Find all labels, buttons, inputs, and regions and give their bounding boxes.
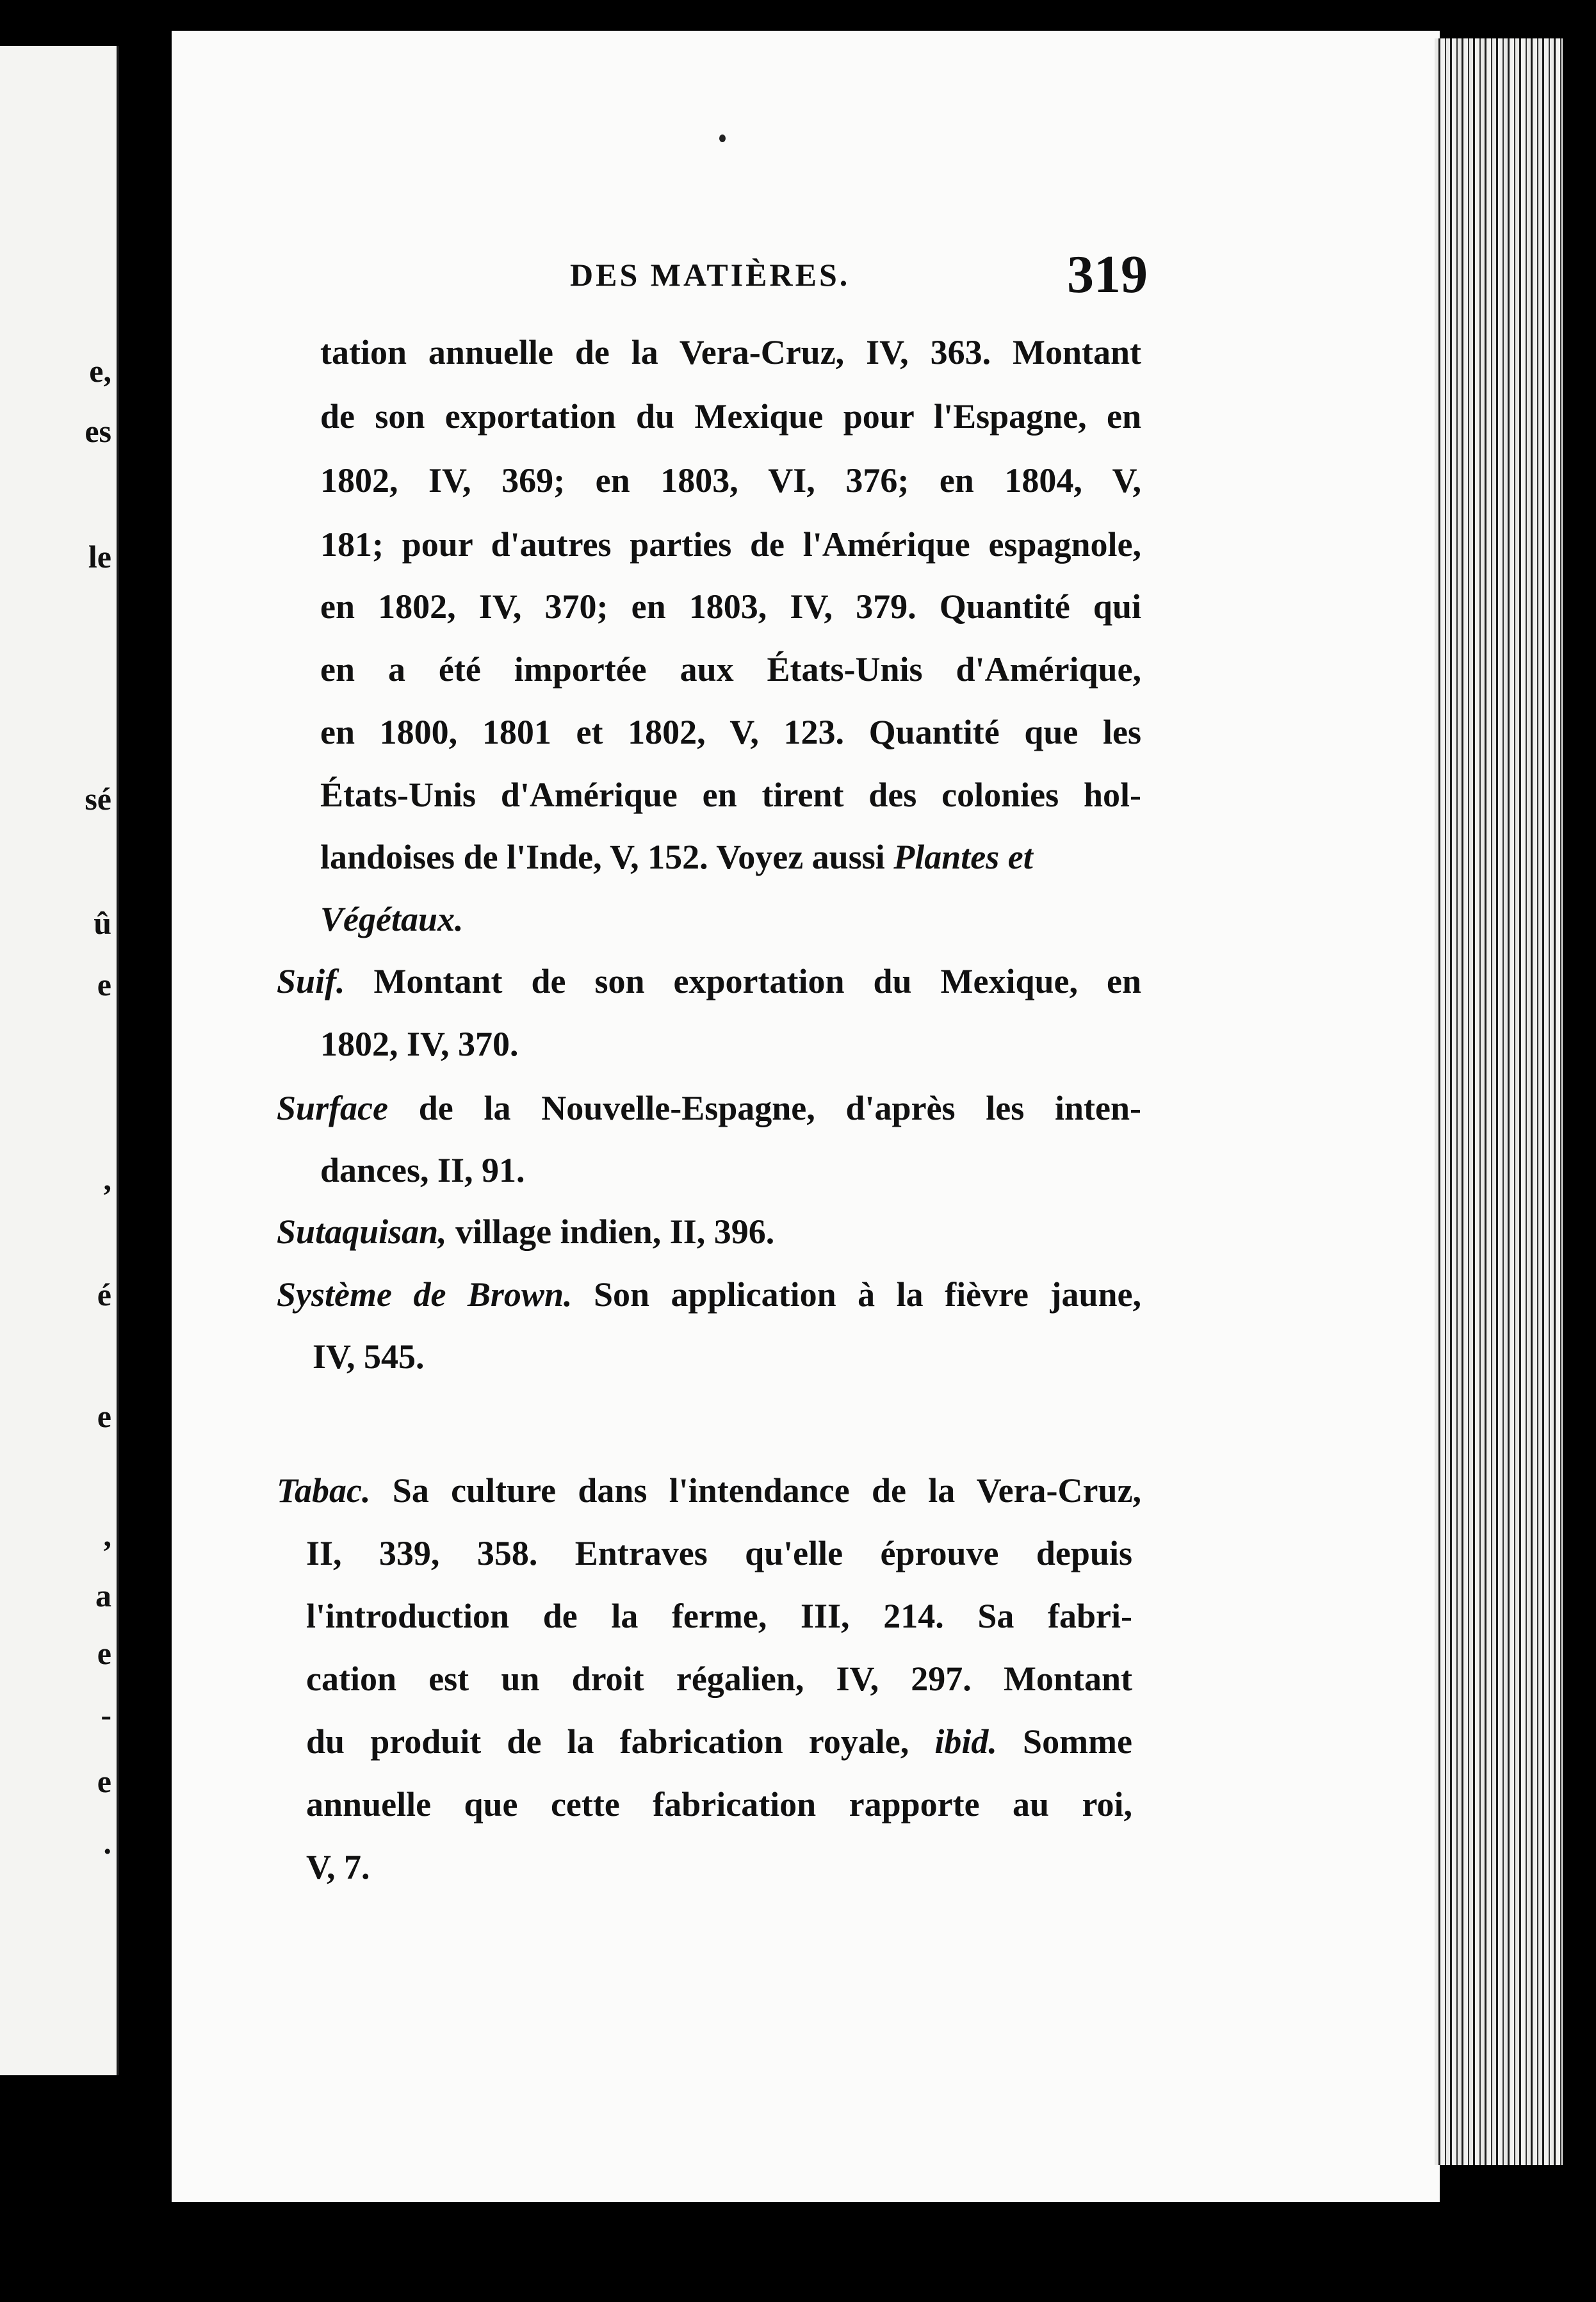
text-line: IV, 545. (313, 1337, 425, 1376)
text-line: II, 339, 358. Entraves qu'elle éprouve depuis (306, 1534, 1132, 1572)
previous-page-edge (0, 46, 119, 2075)
text-line: États-Unis d'Amérique en tirent des colonies hol- (320, 776, 1141, 814)
left-fragment: le (88, 539, 111, 575)
index-entry (277, 959, 1141, 1004)
ink-dot (719, 135, 726, 142)
text-line: 181; pour d'autres parties de l'Amérique espagnole, (320, 525, 1141, 564)
page-number: 319 (1067, 245, 1148, 304)
left-fragment: e, (89, 353, 111, 389)
text-segment: Sa culture dans l'intendance de la Vera-Cruz, (392, 1471, 1142, 1510)
text-line: de son exportation du Mexique pour l'Espagne, en (320, 397, 1141, 436)
left-fragment: e (97, 1398, 111, 1434)
text-line (320, 835, 1033, 879)
text-line: V, 7. (306, 1848, 370, 1886)
text-line: annuelle que cette fabrication rapporte au roi, (306, 1785, 1132, 1824)
text-line: en a été importée aux États-Unis d'Amérique, (320, 650, 1141, 689)
text-line (320, 897, 464, 942)
text-segment: Son application à la fièvre jaune, (594, 1275, 1142, 1314)
entry-term: Sutaquisan, (277, 1212, 447, 1251)
text-segment: village indien, II, 396. (455, 1212, 775, 1251)
left-fragment: . (103, 1825, 111, 1861)
text-segment: du produit de la fabrication royale, (306, 1722, 909, 1761)
text-line: 1802, IV, 369; en 1803, VI, 376; en 1804, V, (320, 461, 1141, 500)
text-segment: landoises de l'Inde, V, 152. Voyez aussi (320, 838, 885, 876)
entry-term: Suif. (277, 962, 345, 1000)
left-fragment: es (85, 413, 111, 449)
index-entry (277, 1272, 1141, 1317)
entry-term: Surface (277, 1089, 388, 1127)
running-head: DES MATIÈRES. (570, 257, 851, 293)
index-entry (277, 1209, 774, 1254)
text-line (306, 1719, 1132, 1764)
text-line: tation annuelle de la Vera-Cruz, IV, 363. Montant (320, 333, 1141, 371)
italic-reference: ibid. (934, 1722, 997, 1761)
index-entry (277, 1468, 1141, 1513)
text-segment: de la Nouvelle-Espagne, d'après les inten- (418, 1089, 1141, 1127)
text-line: dances, II, 91. (320, 1151, 525, 1189)
italic-reference: Plantes et (893, 838, 1033, 876)
left-fragment: é (97, 1277, 111, 1312)
text-line: en 1800, 1801 et 1802, V, 123. Quantité que les (320, 713, 1141, 751)
left-fragment: û (94, 905, 111, 941)
entry-term: Tabac. (277, 1471, 371, 1510)
text-line: cation est un droit régalien, IV, 297. Montant (306, 1660, 1132, 1698)
text-line: 1802, IV, 370. (320, 1025, 519, 1063)
page-stack-edge (1435, 38, 1565, 2165)
left-fragment: , (103, 1517, 111, 1553)
left-fragment: - (101, 1697, 111, 1733)
text-segment: Montant de son exportation du Mexique, en (373, 962, 1141, 1000)
text-line: l'introduction de la ferme, III, 214. Sa fabri- (306, 1597, 1132, 1635)
text-segment: Somme (1023, 1722, 1133, 1761)
entry-term: Système de Brown. (277, 1275, 573, 1314)
left-fragment: e (97, 967, 111, 1002)
left-fragment: sé (85, 781, 111, 817)
italic-reference: Végétaux. (320, 900, 464, 938)
left-fragment: e (97, 1635, 111, 1671)
left-fragment: , (103, 1161, 111, 1197)
index-entry (277, 1086, 1141, 1131)
left-fragment: a (95, 1578, 111, 1613)
left-fragment: e (97, 1763, 111, 1799)
text-line: en 1802, IV, 370; en 1803, IV, 379. Quantité qui (320, 587, 1141, 626)
